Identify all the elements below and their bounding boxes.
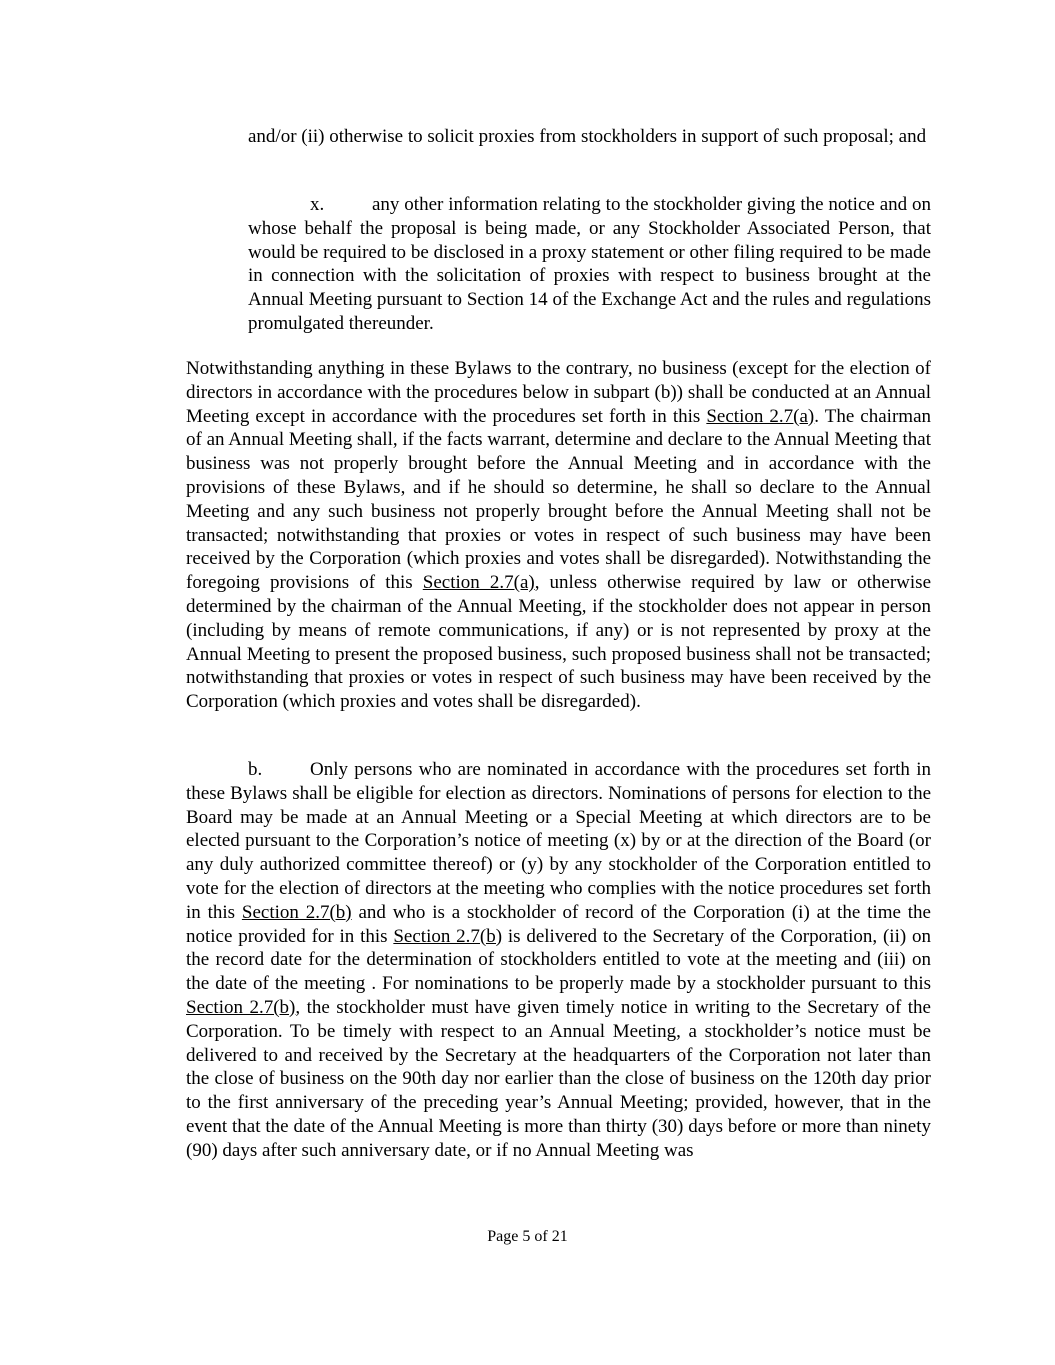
- continued-paragraph-text: and/or (ii) otherwise to solicit proxies from stockholders in support of such proposal; and: [248, 126, 927, 147]
- section-ref-2-7b: Section 2.7(b): [186, 996, 296, 1018]
- section-ref-2-7b: Section 2.7(b): [393, 925, 503, 947]
- notwithstanding-paragraph: [186, 357, 931, 714]
- notwithstanding-text-3: , unless otherwise required by law or otherwise determined by the chairman of the Annual Meeting, if the stockholder does not appear in person (including by means of remote communications, if any) or is not represented by proxy at the Annual Meeting to present the proposed business, such proposed business shall not be transacted; notwithstanding that proxies or votes in respect of such business may have been received by the Corporation (which proxies and votes shall be disregarded).: [186, 572, 932, 713]
- item-x-label: x.: [310, 194, 325, 215]
- item-b-text-3: is delivered to the Secretary of the Corporation, (ii) on the record date for the determination of stockholders entitled to vote at the meeting and (iii) on the date of the meeting . For nominations to be properly made by a stockholder pursuant to this: [186, 925, 931, 995]
- item-b-label: b.: [248, 759, 263, 780]
- item-x-text: any other information relating to the stockholder giving the notice and on whose behalf the proposal is being made, or any Stockholder Associated Person, that would be required to be disclosed in a proxy statement or other filing required to be made in connection with the solicitation of proxies with respect to business brought at the Annual Meeting pursuant to Section 14 of the Exchange Act and the rules and regulations promulgated thereunder.: [248, 194, 931, 334]
- notwithstanding-text-2: . The chairman of an Annual Meeting shall, if the facts warrant, determine and declare to the Annual Meeting that business was not properly brought before the Annual Meeting and in accordance with the provisions of these Bylaws, and if he should so determine, he shall so declare to the Annual Meeting and any such business not properly brought before the Annual Meeting shall not be transacted; notwithstanding that proxies or votes in respect of such business may have been received by the Corporation (which proxies and votes shall be disregarded). Notwithstanding the foregoing provisions of this: [186, 405, 931, 594]
- item-b-text-4: , the stockholder must have given timely notice in writing to the Secretary of the Corporation. To be timely with respect to an Annual Meeting, a stockholder’s notice must be delivered to and received by the Secretary at the headquarters of the Corporation not later than the close of business on the 90th day nor earlier than the close of business on the 120th day prior to the first anniversary of the preceding year’s Annual Meeting; provided, however, that in the event that the date of the Annual Meeting is more than thirty (30) days before or more than ninety (90) days after such anniversary date, or if no Annual Meeting was: [186, 996, 931, 1161]
- page-number: Page 5 of 21: [487, 1228, 568, 1245]
- item-b-text-1: Only persons who are nominated in accordance with the procedures set forth in these Bylaws shall be eligible for election as directors. Nominations of persons for election to the Board may be made at an Annual Meeting or a Special Meeting at which directors are to be elected pursuant to the Corporation’s notice of meeting (x) by or at the direction of the Board (or any duly authorized committee thereof) or (y) by any stockholder of the Corporation entitled to vote for the election of directors at the meeting who complies with the notice procedures set forth in this: [186, 759, 931, 923]
- item-b-text-2: and who is a stockholder of record of the Corporation (i) at the time the notice provided for in this: [186, 901, 931, 947]
- item-b-paragraph: [186, 758, 931, 1163]
- item-x-paragraph: [248, 193, 931, 336]
- section-ref-2-7a: Section 2.7(a): [422, 572, 535, 594]
- notwithstanding-text-1: Notwithstanding anything in these Bylaws to the contrary, no business (except for the election of directors in accordance with the procedures below in subpart (b)) shall be conducted at an Annual Meeting except in accordance with the procedures set forth in this: [186, 358, 931, 427]
- section-ref-2-7b: Section 2.7(b): [241, 901, 352, 923]
- section-ref-2-7a: Section 2.7(a): [706, 405, 815, 427]
- continued-paragraph: [248, 125, 931, 149]
